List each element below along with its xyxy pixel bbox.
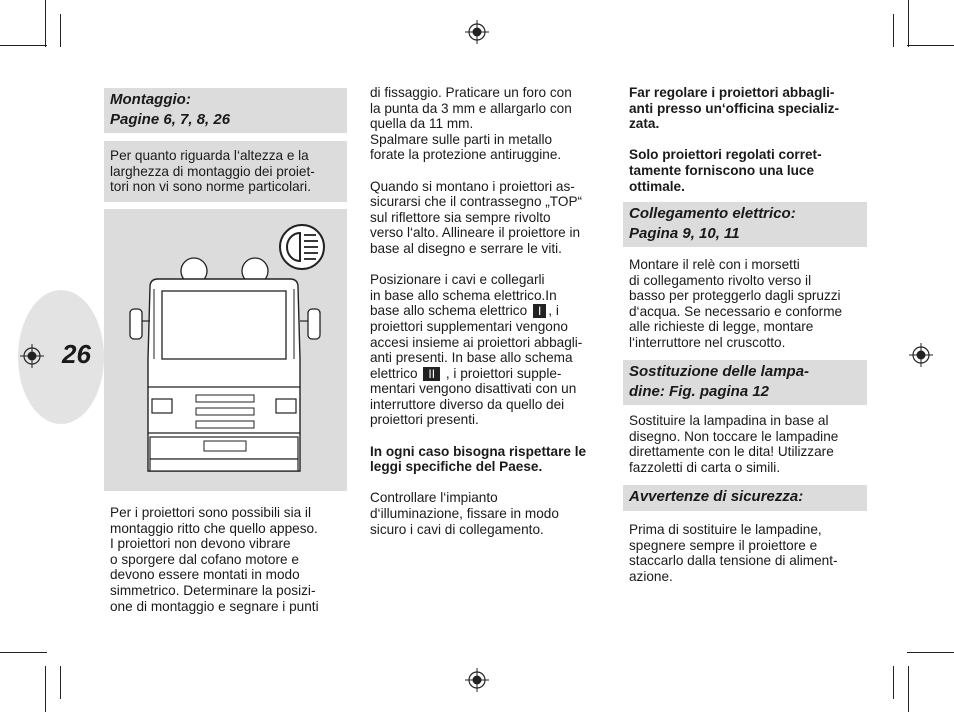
headlamp-symbol-icon [280,225,324,269]
text-line: fazzoletti di carta o simili. [629,459,781,475]
truck-front-illustration [104,209,347,491]
text-line: sicurarsi che il contrassegno „TOP“ [370,194,583,210]
text-line: Per i proiettori sono possibili sia il [110,505,311,520]
text-line: di collegamento rivolto verso il [629,272,812,288]
text-line: larghezza di montaggio dei proiet- [110,163,315,179]
text-line: Sostituire la lampadina in base al [629,413,829,428]
text-line: d‘illuminazione, fissare in modo [370,506,559,522]
text-line: quella da 11 mm. [370,116,474,132]
text-line [370,303,615,319]
text-fragment: , i [548,303,559,319]
text-fragment: elettrico [370,365,418,381]
text-line: basso per proteggerlo dagli spruzzi [629,288,841,304]
col1-body-text [110,505,350,614]
text-line: tori non vi sono norme particolari. [110,179,311,195]
text-line: Posizionare i cavi e collegarli [370,272,545,288]
text-line: in base allo schema elettrico.In [370,287,557,303]
text-line: one di montaggio e segnare i punti [110,598,319,614]
text-line: Montare il relè con i morsetti [629,257,800,272]
heading-line: Avvertenze di sicurezza: [629,488,804,505]
text-line: I proiettori non devono vibrare [110,536,291,552]
bold-text-line: Solo proiettori regolati corret- [629,147,822,163]
wiring-diagram-tag: I [533,304,546,318]
registration-mark-icon [465,668,489,692]
text-line: Spalmare sulle parti in metallo [370,131,553,147]
text-line: base al disegno e serrare le viti. [370,240,562,256]
text-line: sul riflettore sia sempre rivolto [370,209,551,225]
text-line: Quando si montano i proiettori as- [370,178,575,194]
col3-bold-notes [629,85,869,194]
page-number: 26 [62,339,91,369]
text-line: Controllare l‘impianto [370,490,498,506]
text-line: alle richieste di legge, montare [629,319,814,335]
text-line: Prima di sostituire le lampadine, [629,522,822,537]
registration-mark-icon [909,343,933,367]
text-line: mentari vengono disattivati con un [370,381,577,397]
heading-line: Sostituzione delle lampa- [629,363,810,380]
heading-line: Collegamento elettrico: [629,205,796,222]
text-line: l‘interruttore nel cruscotto. [629,334,786,350]
section-heading-collegamento [623,202,867,247]
text-line [370,366,615,382]
text-line: proiettori presenti. [370,412,479,428]
section-heading-avvertenze [623,485,867,511]
text-line: accesi insieme ai proiettori abbagli- [370,334,583,350]
text-line: direttamente con le dita! Utilizzare [629,444,834,460]
heading-line: dine: Fig. pagina 12 [629,383,770,400]
text-line: la punta da 3 mm e allargarlo con [370,100,572,116]
text-line: sicuro i cavi di collegamento. [370,521,544,537]
bold-text-line: ottimale. [629,178,685,194]
text-line: anti presenti. In base allo schema [370,350,573,366]
info-box-text [110,148,350,195]
text-line: d‘acqua. Se necessario e conforme [629,303,843,319]
col3-collegamento-text [629,257,869,351]
text-line: spegnere sempre il proiettore e [629,537,818,553]
bold-text-line: anti presso un‘officina specializ- [629,100,839,116]
text-line: di fissaggio. Praticare un foro con [370,85,572,100]
text-line: staccarlo dalla tensione di aliment- [629,553,838,569]
bold-text-line: zata. [629,116,660,132]
text-line: forate la protezione antiruggine. [370,147,562,163]
text-line: devono essere montati in modo [110,567,300,583]
col3-avvertenze-text [629,522,869,584]
text-line: azione. [629,568,673,584]
text-line: o sporgere dal cofano motore e [110,551,299,567]
wiring-diagram-tag: II [423,367,440,381]
heading-line: Pagine 6, 7, 8, 26 [110,111,231,128]
text-line: montaggio ritto che quello appeso. [110,520,318,536]
col3-sostituzione-text [629,413,869,475]
text-line: disegno. Non toccare le lampadine [629,428,839,444]
bold-text-line: Far regolare i proiettori abbagli- [629,85,835,100]
bold-text-line: leggi specifiche del Paese. [370,459,543,475]
text-fragment: base allo schema elettrico [370,303,528,319]
col2-body-text [370,85,615,537]
bold-text-line: In ogni caso bisogna rispettare le [370,443,587,459]
text-line: Per quanto riguarda l‘altezza e la [110,148,309,163]
text-line: simmetrico. Determinare la posizi- [110,582,316,598]
text-line: verso l‘alto. Allineare il proiettore in [370,225,581,241]
registration-mark-icon [20,344,44,368]
heading-line: Montaggio: [110,91,191,108]
text-line: proiettori supplementari vengono [370,318,568,334]
text-fragment: , i proiettori supple- [445,365,562,381]
registration-mark-icon [465,20,489,44]
section-heading-montaggio [104,88,347,133]
heading-line: Pagina 9, 10, 11 [629,225,740,242]
text-line: interruttore diverso da quello dei [370,396,565,412]
bold-text-line: tamente forniscono una luce [629,162,815,178]
section-heading-sostituzione [623,360,867,405]
